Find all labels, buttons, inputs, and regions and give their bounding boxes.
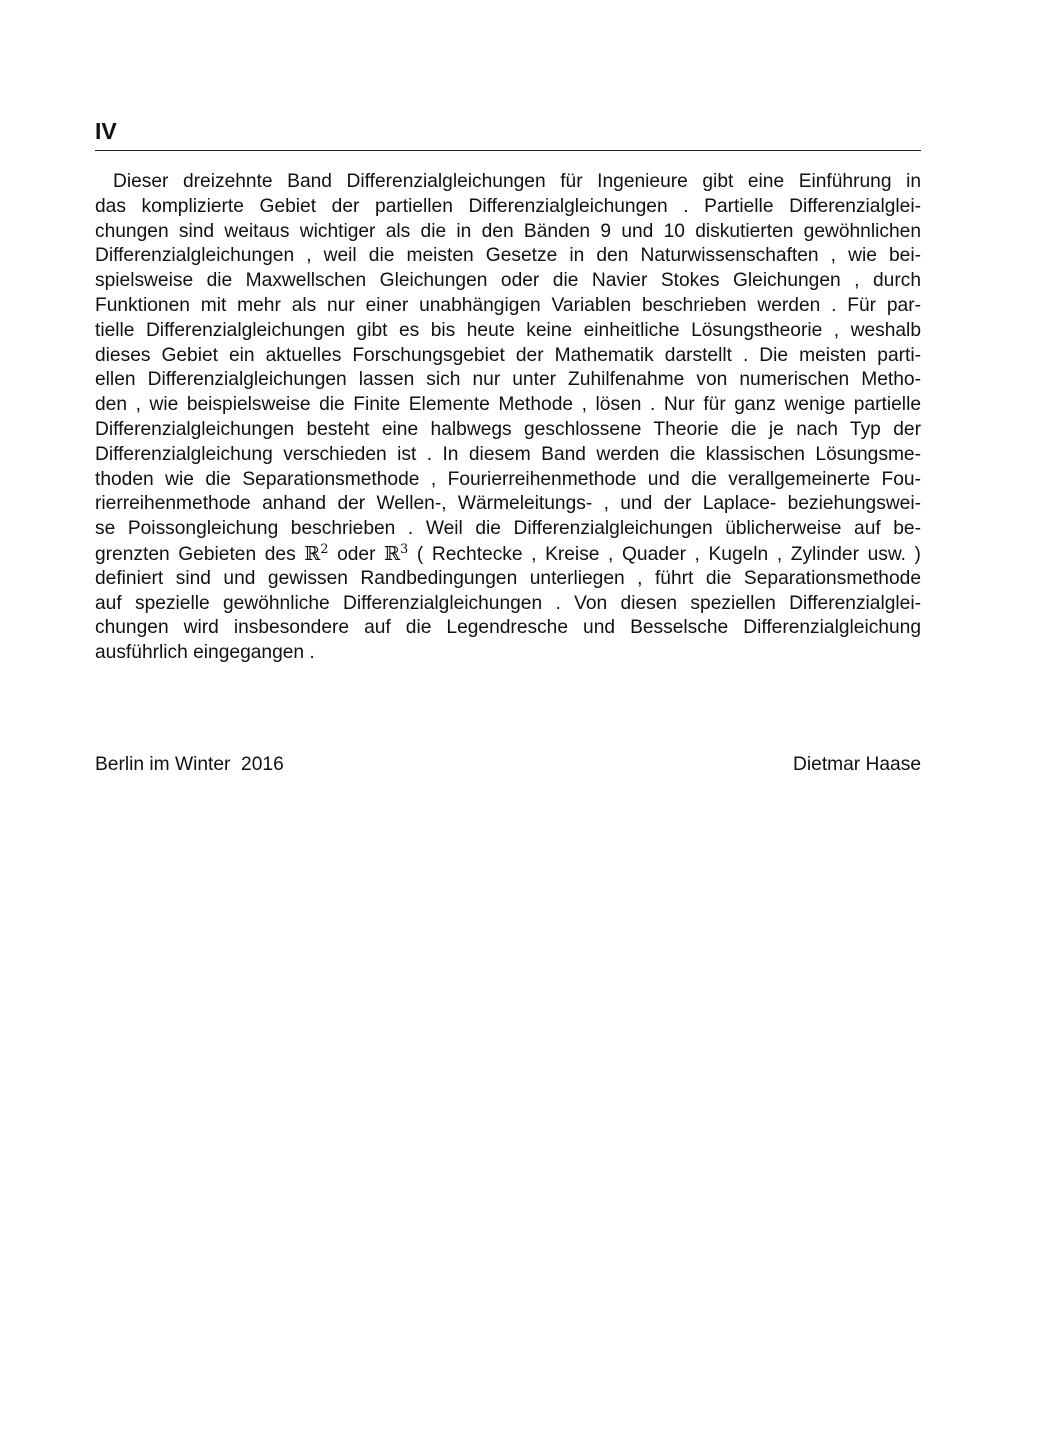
text-line: rierreihenmethode anhand der Wellen-, Wärmeleitungs- , und der Laplace- beziehungswei- [95, 493, 921, 515]
preface-paragraph [95, 170, 921, 666]
math-line-suffix: ( Rechtecke , Kreise , Quader , Kugeln , Zylinder usw. ) [416, 543, 921, 565]
text-line: ellen Differenzialgleichungen lassen sich nur unter Zuhilfenahme von numerischen Metho- [95, 369, 921, 391]
text-line: Funktionen mit mehr als nur einer unabhängigen Variablen beschrieben werden . Für par- [95, 294, 921, 316]
text-line: den , wie beispielsweise die Finite Elemente Methode , lösen . Nur für ganz wenige partielle [95, 394, 921, 416]
signature-row [95, 753, 921, 779]
set-symbol: ℝ [304, 541, 321, 565]
text-line: auf spezielle gewöhnliche Differenzialgleichungen . Von diesen speziellen Differenzialglei- [95, 592, 921, 614]
author-name: Dietmar Haase [793, 754, 921, 775]
set-symbol: ℝ [384, 541, 401, 565]
text-line: Differenzialgleichungen besteht eine halbwegs geschlossene Theorie die je nach Typ der [95, 418, 921, 440]
text-line: das komplizierte Gebiet der partiellen Differenzialgleichungen . Partielle Differenzialglei- [95, 195, 921, 217]
text-line: se Poissongleichung beschrieben . Weil die Differenzialgleichungen üblicherweise auf be- [95, 518, 921, 540]
exponent: 2 [320, 541, 329, 557]
place-date: Berlin im Winter 2016 [95, 754, 284, 775]
page-number: IV [95, 118, 117, 144]
text-line: Differenzialgleichung verschieden ist . In diesem Band werden die klassischen Lösungsme- [95, 443, 921, 465]
math-text-line [95, 542, 921, 567]
text-line: tielle Differenzialgleichungen gibt es bis heute keine einheitliche Lösungstheorie , weshalb [95, 319, 921, 341]
text-line: chungen wird insbesondere auf die Legendresche und Besselsche Differenzialgleichung [95, 617, 921, 639]
math-line-connector: oder [337, 543, 376, 565]
text-line: chungen sind weitaus wichtiger als die in den Bänden 9 und 10 diskutierten gewöhnlichen [95, 220, 921, 242]
real-numbers-symbol [304, 542, 328, 565]
page-header [95, 116, 921, 151]
math-line-prefix: grenzten Gebieten des [95, 543, 296, 565]
text-line: thoden wie die Separationsmethode , Fourierreihenmethode und die verallgemeinerte Fou- [95, 468, 921, 490]
text-line: dieses Gebiet ein aktuelles Forschungsgebiet der Mathematik darstellt . Die meisten parti- [95, 344, 921, 366]
real-numbers-symbol [384, 542, 408, 565]
text-line: Dieser dreizehnte Band Differenzialgleichungen für Ingenieure gibt eine Einführung in [113, 171, 921, 192]
exponent: 3 [400, 541, 409, 557]
text-line: definiert sind und gewissen Randbedingungen unterliegen , führt die Separationsmethode [95, 567, 921, 589]
text-line: spielsweise die Maxwellschen Gleichungen oder die Navier Stokes Gleichungen , durch [95, 270, 921, 292]
text-line: Differenzialgleichungen , weil die meisten Gesetze in den Naturwissenschaften , wie bei- [95, 245, 921, 267]
text-line: ausführlich eingegangen . [95, 642, 315, 664]
